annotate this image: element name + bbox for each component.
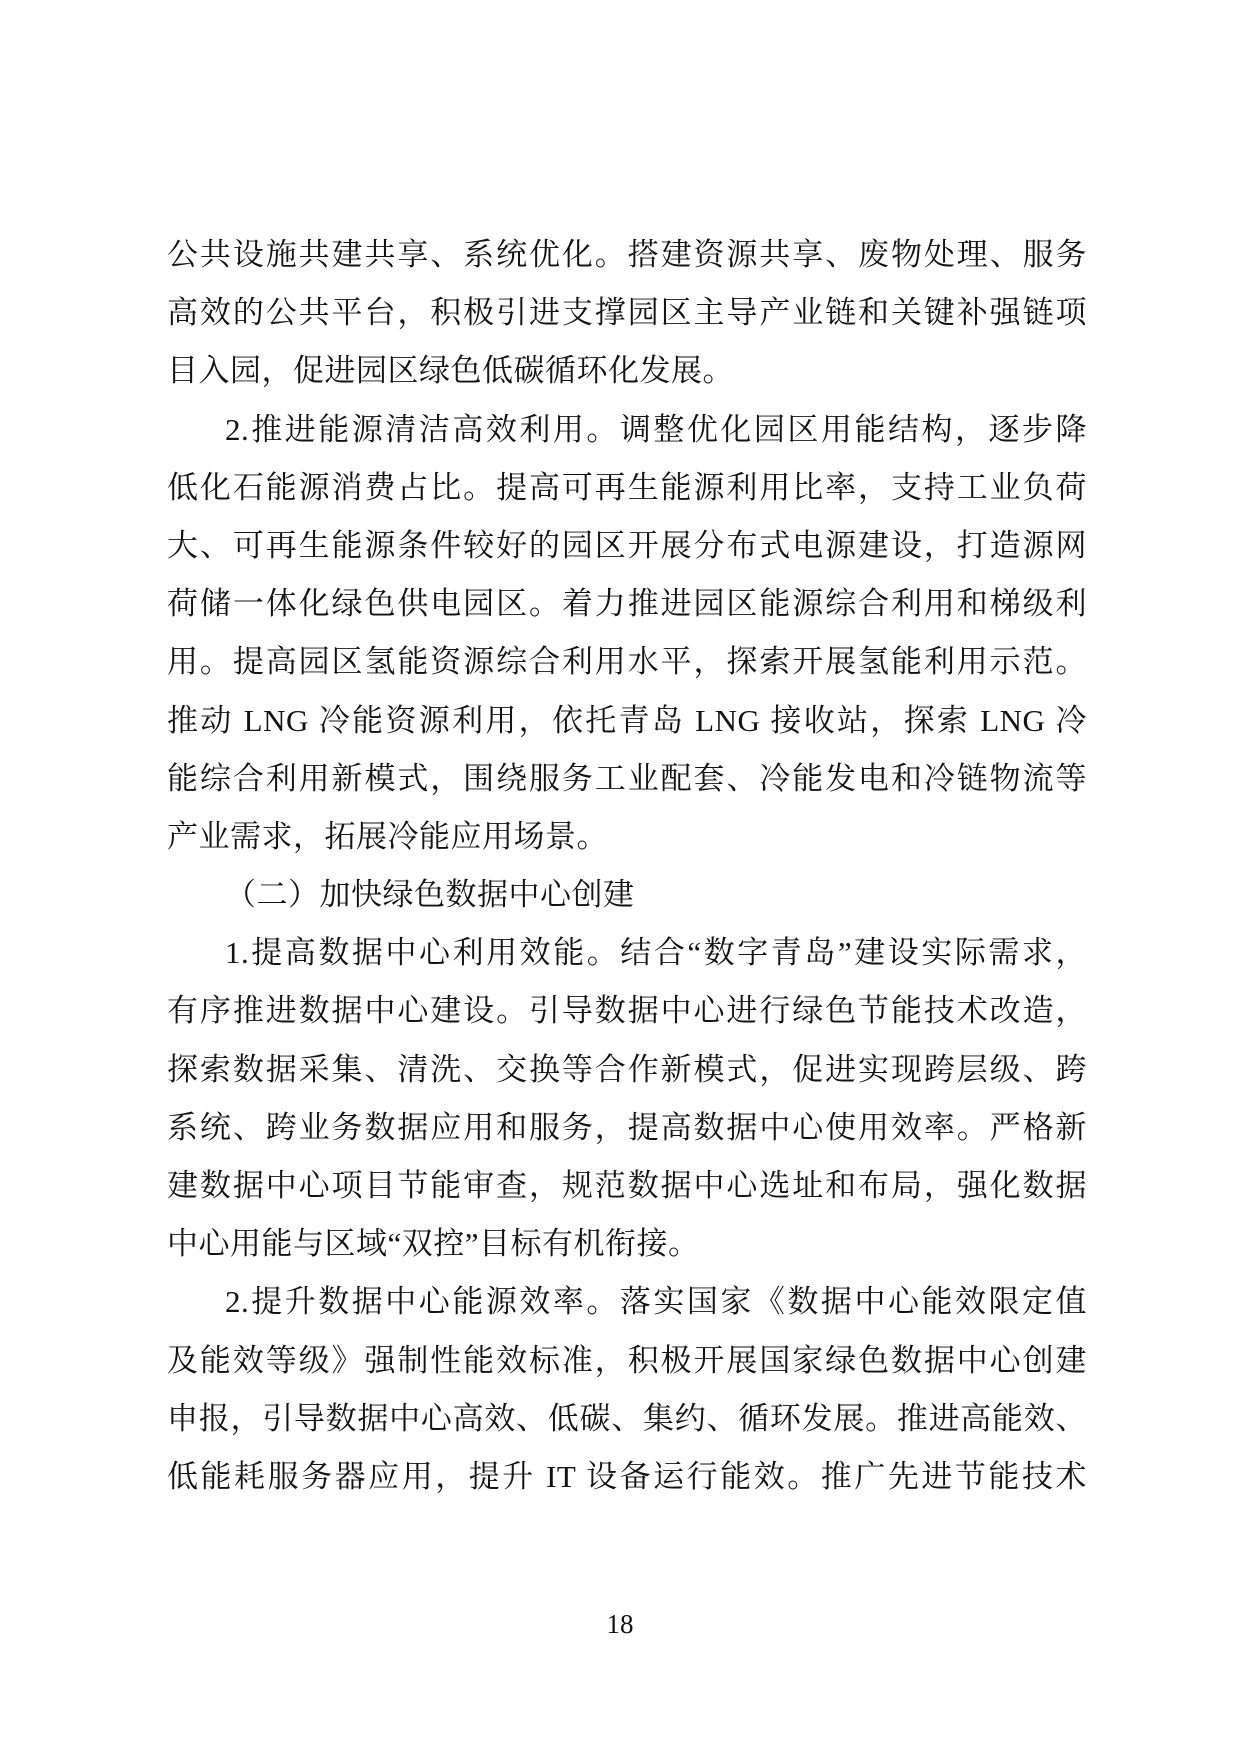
text-line: 中心用能与区域“双控”目标有机衔接。 bbox=[167, 1226, 700, 1262]
text-line: 有序推进数据中心建设。引导数据中心进行绿色节能技术改造， bbox=[167, 993, 1087, 1029]
page-number: 18 bbox=[606, 1609, 634, 1639]
text-line: 大、可再生能源条件较好的园区开展分布式电源建设，打造源网 bbox=[167, 527, 1087, 563]
text-line: 建数据中心项目节能审查，规范数据中心选址和布局，强化数据 bbox=[167, 1168, 1087, 1203]
text-line: 高效的公共平台，积极引进支撑园区主导产业链和关键补强链项 bbox=[167, 295, 1087, 331]
text-block bbox=[167, 226, 1087, 1506]
text-line: 能综合利用新模式，围绕服务工业配套、冷能发电和冷链物流等 bbox=[167, 760, 1087, 796]
text-line: 低化石能源消费占比。提高可再生能源利用比率，支持工业负荷 bbox=[167, 469, 1087, 505]
text-line: 荷储一体化绿色供电园区。着力推进园区能源综合利用和梯级利 bbox=[167, 586, 1087, 622]
section-heading-line: （二）加快绿色数据中心创建 bbox=[225, 877, 635, 913]
text-line: 系统、跨业务数据应用和服务，提高数据中心使用效率。严格新 bbox=[167, 1109, 1087, 1145]
text-line: 用。提高园区氢能资源综合利用水平，探索开展氢能利用示范。 bbox=[167, 644, 1087, 680]
numbered-item-line: 2.推进能源清洁高效利用。调整优化园区用能结构，逐步降 bbox=[225, 411, 1087, 447]
text-line: 产业需求，拓展冷能应用场景。 bbox=[167, 818, 608, 854]
text-line: 探索数据采集、清洗、交换等合作新模式，促进实现跨层级、跨 bbox=[167, 1051, 1087, 1087]
text-line: 低能耗服务器应用，提升 IT 设备运行能效。推广先进节能技术 bbox=[167, 1458, 1087, 1494]
text-line: 推动 LNG 冷能资源利用，依托青岛 LNG 接收站，探索 LNG 冷 bbox=[167, 702, 1087, 738]
numbered-item-line: 2.提升数据中心能源效率。落实国家《数据中心能效限定值 bbox=[225, 1284, 1087, 1320]
text-line: 公共设施共建共享、系统优化。搭建资源共享、废物处理、服务 bbox=[167, 237, 1087, 272]
text-line: 申报，引导数据中心高效、低碳、集约、循环发展。推进高能效、 bbox=[167, 1400, 1087, 1436]
numbered-item-line: 1.提高数据中心利用效能。结合“数字青岛”建设实际需求， bbox=[225, 935, 1087, 971]
text-line: 目入园，促进园区绿色低碳循环化发展。 bbox=[167, 353, 734, 389]
text-line: 及能效等级》强制性能效标准，积极开展国家绿色数据中心创建 bbox=[167, 1342, 1087, 1378]
